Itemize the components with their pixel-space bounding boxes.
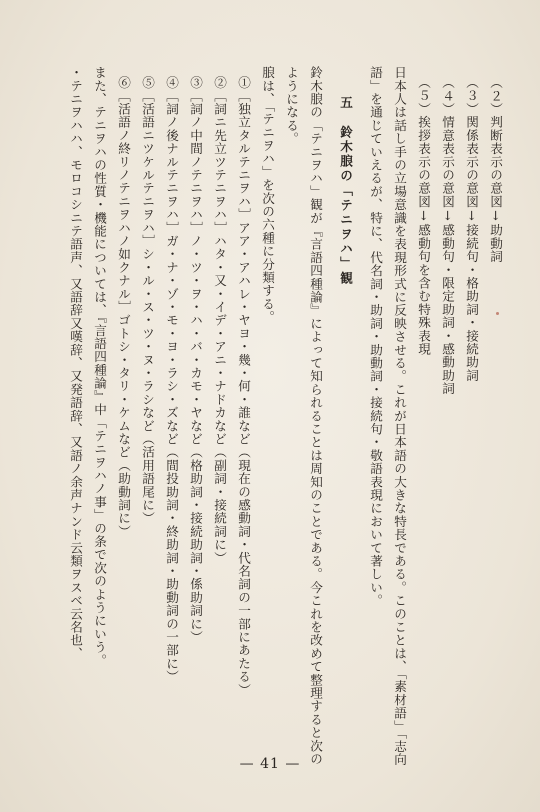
- paragraph-line: また、テニヲハの性質・機能については、『言語四種論』中「テニヲハノ事」の条で次のようにいう。: [92, 66, 107, 667]
- list-item-3: （３）関係表示の意図↓接続句・格助詞・接続助詞: [464, 76, 479, 382]
- list-item-4: （４）情意表示の意図↓感動句・限定助詞・感動助詞: [440, 76, 455, 396]
- quotation-line: ・テニヲハハ、モロコシニテ語声、又語辞又嘆辞、又発語辞、又語ノ余声ナンド云類ヲスベ云名也、: [68, 66, 83, 660]
- category-item-2: ②［詞ニ先立ツテニヲハ］ハタ・又・イデ・アニ・ナドカなど（副詞・接続詞に）: [212, 76, 227, 565]
- paragraph-line: 鈴木朖の「テニヲハ」観が『言語四種論』によって知られることは周知のことである。今これを改めて整理すると次の: [308, 66, 323, 766]
- category-item-6: ⑥［活語ノ終リノテニヲハノ如クナル］ゴトシ・タリ・ケムなど（助動詞に）: [116, 76, 131, 538]
- category-item-3: ③［詞ノ中間ノテニヲハ］ノ・ツ・ヲ・ハ・バ・カモ・ヤなど（格助詞・接続助詞・係助詞に）: [188, 76, 203, 644]
- section-heading: 五 鈴木朖の「テニヲハ」観: [338, 96, 353, 286]
- page-number: — 41 —: [239, 756, 301, 772]
- category-item-4: ④［詞ノ後ナルテニヲハ］ガ・ナ・ゾ・モ・ヨ・ラシ・ズなど（間投助詞・終助詞・助動詞の一部に）: [164, 76, 179, 684]
- paragraph-line: 日本人は話し手の立場意識を表現形式に反映させる。これが日本語の大きな特長である。このことは、「素材語」「志向: [392, 66, 407, 767]
- category-item-5: ⑤［活語ニツケルテニヲハ］シ・ル・ス・ツ・ヌ・ラシなど（活用語尾に）: [140, 76, 155, 525]
- list-item-2: （２）判断表示の意図↓助動詞: [488, 76, 503, 264]
- ink-smudge: [496, 312, 499, 315]
- paragraph-line: 語」を通じていえるが、特に、代名詞・助詞・助動詞・接続句・敬語表現において著しい。: [368, 66, 383, 608]
- paragraph-line: ようになる。: [284, 66, 299, 146]
- category-item-1: ①［独立タルテニヲハ］アア・アハレ・ヤヨ・幾・何・誰など（現在の感動詞・代名詞の一部にあたる）: [236, 76, 251, 697]
- paragraph-line: 朖は、「テニヲハ」を次の六種に分類する。: [260, 66, 275, 324]
- list-item-5: （５）挨拶表示の意図↓感動句を含む特殊表現: [416, 76, 431, 356]
